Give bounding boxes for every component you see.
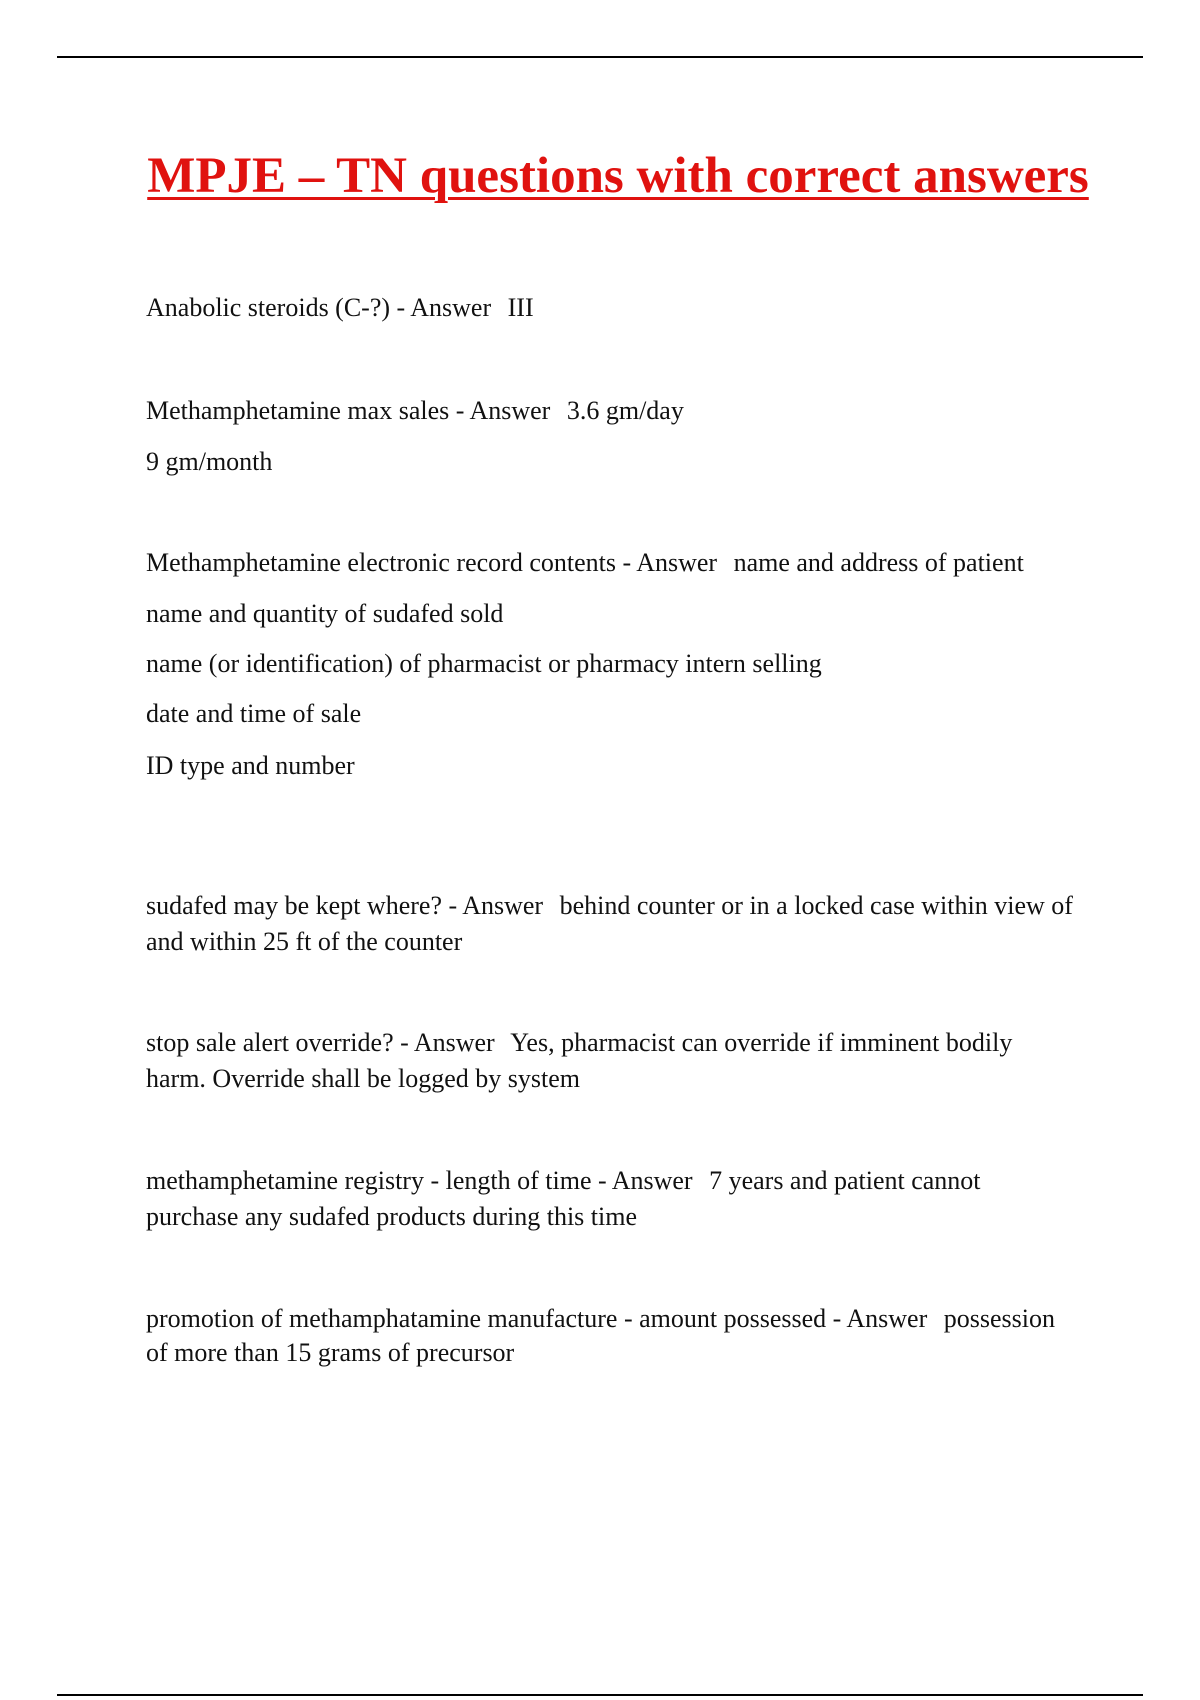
- qa-line: [146, 546, 1076, 580]
- qa-item-anabolic-steroids: [146, 290, 1076, 326]
- bottom-rule: [57, 1694, 1143, 1696]
- page-title: MPJE – TN questions with correct answers: [147, 148, 1089, 204]
- qa-item-stop-sale-override: [146, 1025, 1076, 1097]
- qa-item-meth-max-sales: [146, 393, 1076, 480]
- answer-text: 3.6 gm/day: [566, 396, 684, 425]
- question-text: stop sale alert override? - Answer: [146, 1028, 495, 1057]
- qa-line: [146, 290, 1076, 326]
- qa-line: [146, 1302, 1076, 1370]
- question-text: promotion of methamphatamine manufacture - amount possessed - Answer: [146, 1304, 928, 1333]
- answer-text: III: [507, 293, 534, 322]
- answer-line: 9 gm/month: [146, 447, 273, 476]
- question-text: methamphetamine registry - length of time - Answer: [146, 1166, 693, 1195]
- qa-line: [146, 1025, 1076, 1097]
- qa-item-sudafed-storage: [146, 888, 1076, 960]
- qa-line: [146, 393, 1076, 429]
- question-text: sudafed may be kept where? - Answer: [146, 891, 544, 920]
- qa-line: [146, 888, 1076, 960]
- qa-item-meth-registry: [146, 1163, 1076, 1235]
- answer-text: 7 years and patient cannot purchase any sudafed products during this time: [146, 1166, 981, 1231]
- question-text: Methamphetamine max sales - Answer: [146, 396, 551, 425]
- answer-text: name and address of patient: [733, 548, 1024, 577]
- top-rule: [57, 56, 1143, 58]
- answer-line: name (or identification) of pharmacist or pharmacy intern selling: [146, 649, 822, 678]
- answer-text: possession of more than 15 grams of precursor: [146, 1304, 1055, 1367]
- question-text: Methamphetamine electronic record contents - Answer: [146, 548, 718, 577]
- answer-text: behind counter or in a locked case within view of and within 25 ft of the counter: [146, 891, 1073, 956]
- answer-line: ID type and number: [146, 751, 355, 780]
- answer-line: name and quantity of sudafed sold: [146, 599, 504, 628]
- qa-item-meth-manufacture: [146, 1302, 1076, 1370]
- answer-line: date and time of sale: [146, 699, 362, 728]
- qa-item-meth-record-contents: [146, 546, 1076, 784]
- question-text: Anabolic steroids (C-?) - Answer: [146, 293, 492, 322]
- answer-text: Yes, pharmacist can override if imminent bodily harm. Override shall be logged by system: [146, 1028, 1013, 1093]
- qa-line: [146, 1163, 1076, 1235]
